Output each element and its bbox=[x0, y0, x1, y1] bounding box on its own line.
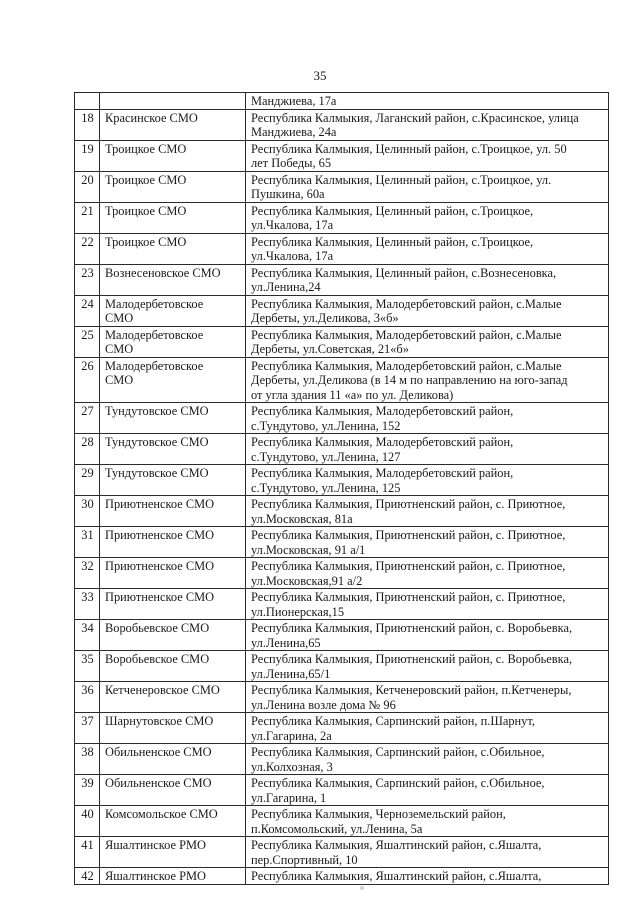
table-row bbox=[75, 558, 609, 589]
settlement-name-cell bbox=[100, 233, 246, 264]
address-line: Республика Калмыкия, Малодербетовский район, bbox=[251, 404, 514, 418]
row-number: 37 bbox=[75, 713, 100, 744]
settlement-name-line: Обильненское СМО bbox=[105, 776, 212, 790]
address-line: с.Тундутово, ул.Ленина, 152 bbox=[251, 418, 401, 433]
settlement-name-line: Комсомольское СМО bbox=[105, 807, 218, 821]
address-cell bbox=[246, 589, 609, 620]
address-line: ул.Ленина,24 bbox=[251, 280, 321, 294]
address-cell bbox=[246, 465, 609, 496]
address-cell bbox=[246, 93, 609, 110]
address-line: Республика Калмыкия, Целинный район, с.Троицкое, ул. bbox=[251, 172, 552, 187]
row-number: 21 bbox=[75, 202, 100, 233]
settlement-name-line: Красинское СМО bbox=[105, 110, 198, 125]
address-cell bbox=[246, 620, 609, 651]
table-row bbox=[75, 682, 609, 713]
address-line: Республика Калмыкия, Приютненский район, с. Воробьевка, bbox=[251, 652, 573, 666]
settlement-name-cell bbox=[100, 527, 246, 558]
settlement-name-line: СМО bbox=[105, 311, 134, 325]
settlement-name-cell bbox=[100, 837, 246, 868]
row-number: 23 bbox=[75, 264, 100, 295]
table-row bbox=[75, 465, 609, 496]
address-line: ул.Колхозная, 3 bbox=[251, 759, 333, 774]
settlement-name-cell bbox=[100, 465, 246, 496]
address-cell bbox=[246, 326, 609, 357]
address-cell bbox=[246, 713, 609, 744]
address-line: лет Победы, 65 bbox=[251, 156, 332, 170]
settlement-name-line: Троицкое СМО bbox=[105, 234, 187, 249]
settlement-name-cell bbox=[100, 434, 246, 465]
address-line: Республика Калмыкия, Малодербетовский район, с.Малые bbox=[251, 358, 562, 373]
settlement-name-line: Воробьевское СМО bbox=[105, 621, 210, 635]
address-line: Республика Калмыкия, Приютненский район, с. Приютное, bbox=[251, 559, 566, 573]
address-cell bbox=[246, 403, 609, 434]
table-row bbox=[75, 109, 609, 140]
address-table bbox=[74, 92, 609, 885]
address-line: Республика Калмыкия, Яшалтинский район, с.Яшалта, bbox=[251, 838, 542, 852]
address-line: Республика Калмыкия, Целинный район, с.Троицкое, ул. 50 bbox=[251, 141, 567, 156]
settlement-name-line: Воробьевское СМО bbox=[105, 652, 210, 666]
settlement-name-line: Приютненское СМО bbox=[105, 528, 215, 542]
table-row bbox=[75, 868, 609, 885]
address-line: Дербеты, ул.Деликова (в 14 м по направлению на юго-запад bbox=[251, 373, 568, 387]
table-row bbox=[75, 527, 609, 558]
scan-speck bbox=[360, 886, 364, 890]
address-line: Дербеты, ул.Деликова, 3«б» bbox=[251, 311, 399, 325]
settlement-name-cell bbox=[100, 202, 246, 233]
row-number: 32 bbox=[75, 558, 100, 589]
table-row bbox=[75, 140, 609, 171]
row-number: 40 bbox=[75, 806, 100, 837]
address-cell bbox=[246, 434, 609, 465]
address-line: Республика Калмыкия, Приютненский район, с. Приютное, bbox=[251, 497, 566, 511]
address-cell bbox=[246, 682, 609, 713]
settlement-name-line: Приютненское СМО bbox=[105, 590, 215, 604]
table-row bbox=[75, 233, 609, 264]
address-line: Республика Калмыкия, Целинный район, с.Вознесеновка, bbox=[251, 265, 557, 280]
address-cell bbox=[246, 264, 609, 295]
settlement-name-cell bbox=[100, 713, 246, 744]
address-line: Пушкина, 60а bbox=[251, 187, 325, 201]
address-cell bbox=[246, 868, 609, 885]
settlement-name-line: Приютненское СМО bbox=[105, 559, 215, 573]
address-line: ул.Ленина,65 bbox=[251, 635, 321, 650]
settlement-name-cell bbox=[100, 589, 246, 620]
table-row bbox=[75, 651, 609, 682]
table-row bbox=[75, 620, 609, 651]
row-number: 22 bbox=[75, 233, 100, 264]
settlement-name-line: Малодербетовское bbox=[105, 358, 204, 373]
table-row bbox=[75, 434, 609, 465]
row-number: 27 bbox=[75, 403, 100, 434]
settlement-name-cell bbox=[100, 326, 246, 357]
settlement-name-line: Тундутовское СМО bbox=[105, 404, 209, 418]
settlement-name-line: Малодербетовское bbox=[105, 296, 204, 311]
address-line: ул.Ленина,65/1 bbox=[251, 666, 331, 681]
settlement-name-line: Тундутовское СМО bbox=[105, 435, 209, 449]
address-line: ул.Пионерская,15 bbox=[251, 604, 345, 619]
address-line: Республика Калмыкия, Малодербетовский район, bbox=[251, 466, 514, 480]
settlement-name-line: Яшалтинское РМО bbox=[105, 869, 206, 883]
address-line: Республика Калмыкия, Приютненский район, с. Приютное, bbox=[251, 528, 566, 542]
row-number: 26 bbox=[75, 357, 100, 403]
address-cell bbox=[246, 558, 609, 589]
settlement-name-line: Малодербетовское bbox=[105, 327, 204, 342]
settlement-name-line: Вознесеновское СМО bbox=[105, 265, 221, 280]
address-line: Республика Калмыкия, Яшалтинский район, с.Яшалта, bbox=[251, 869, 542, 883]
settlement-name-cell bbox=[100, 651, 246, 682]
address-cell bbox=[246, 651, 609, 682]
address-cell bbox=[246, 202, 609, 233]
row-number: 20 bbox=[75, 171, 100, 202]
address-line: Республика Калмыкия, Приютненский район, с. Приютное, bbox=[251, 590, 566, 604]
address-line: Республика Калмыкия, Сарпинский район, п.Шарнут, bbox=[251, 714, 535, 728]
settlement-name-cell bbox=[100, 93, 246, 110]
address-line: ул.Гагарина, 2а bbox=[251, 728, 332, 743]
address-line: Республика Калмыкия, Целинный район, с.Троицкое, bbox=[251, 203, 534, 218]
row-number: 35 bbox=[75, 651, 100, 682]
settlement-name-line: Тундутовское СМО bbox=[105, 466, 209, 480]
address-line: ул.Чкалова, 17а bbox=[251, 249, 334, 263]
settlement-name-cell bbox=[100, 403, 246, 434]
table-row bbox=[75, 589, 609, 620]
address-table-body bbox=[75, 93, 609, 885]
address-line: ул.Московская,91 а/2 bbox=[251, 573, 363, 588]
address-cell bbox=[246, 527, 609, 558]
row-number: 41 bbox=[75, 837, 100, 868]
address-line: Республика Калмыкия, Приютненский район, с. Воробьевка, bbox=[251, 621, 573, 635]
address-line: Республика Калмыкия, Малодербетовский район, с.Малые bbox=[251, 296, 562, 311]
address-line: ул.Московская, 81а bbox=[251, 511, 353, 526]
settlement-name-line: Шарнутовское СМО bbox=[105, 714, 214, 728]
address-cell bbox=[246, 496, 609, 527]
settlement-name-cell bbox=[100, 357, 246, 403]
table-row bbox=[75, 496, 609, 527]
address-cell bbox=[246, 837, 609, 868]
row-number: 18 bbox=[75, 109, 100, 140]
row-number bbox=[75, 93, 100, 110]
address-line: Республика Калмыкия, Малодербетовский район, bbox=[251, 435, 514, 449]
row-number: 34 bbox=[75, 620, 100, 651]
settlement-name-line: Троицкое СМО bbox=[105, 203, 187, 218]
table-row bbox=[75, 357, 609, 403]
table-row bbox=[75, 171, 609, 202]
address-line: пер.Спортивный, 10 bbox=[251, 852, 358, 867]
address-line: Республика Калмыкия, Целинный район, с.Троицкое, bbox=[251, 234, 534, 249]
table-row bbox=[75, 713, 609, 744]
table-row bbox=[75, 744, 609, 775]
address-line: ул.Гагарина, 1 bbox=[251, 790, 327, 805]
page-number: 35 bbox=[313, 68, 327, 83]
settlement-name-cell bbox=[100, 295, 246, 326]
address-line: Республика Калмыкия, Черноземельский район, bbox=[251, 807, 506, 821]
settlement-name-line: СМО bbox=[105, 342, 134, 356]
settlement-name-line: Обильненское СМО bbox=[105, 745, 212, 759]
table-row bbox=[75, 837, 609, 868]
row-number: 38 bbox=[75, 744, 100, 775]
address-line: Республика Калмыкия, Сарпинский район, с.Обильное, bbox=[251, 745, 545, 759]
table-row bbox=[75, 295, 609, 326]
settlement-name-cell bbox=[100, 558, 246, 589]
settlement-name-line: Кетченеровское СМО bbox=[105, 683, 220, 697]
settlement-name-cell bbox=[100, 140, 246, 171]
row-number: 39 bbox=[75, 775, 100, 806]
address-line: Манджиева, 24а bbox=[251, 125, 337, 139]
address-line: Республика Калмыкия, Сарпинский район, с.Обильное, bbox=[251, 776, 545, 790]
row-number: 36 bbox=[75, 682, 100, 713]
address-cell bbox=[246, 140, 609, 171]
table-row bbox=[75, 93, 609, 110]
address-line: Республика Калмыкия, Лаганский район, с.Красинское, улица bbox=[251, 110, 579, 125]
address-line: Республика Калмыкия, Кетченеровский район, п.Кетченеры, bbox=[251, 683, 572, 697]
address-line: Дербеты, ул.Советская, 21«б» bbox=[251, 342, 409, 356]
table-row bbox=[75, 264, 609, 295]
settlement-name-cell bbox=[100, 744, 246, 775]
address-line: с.Тундутово, ул.Ленина, 127 bbox=[251, 449, 401, 464]
settlement-name-cell bbox=[100, 868, 246, 885]
address-cell bbox=[246, 775, 609, 806]
row-number: 19 bbox=[75, 140, 100, 171]
address-line: ул.Ленина возле дома № 96 bbox=[251, 697, 396, 712]
address-cell bbox=[246, 295, 609, 326]
address-line: с.Тундутово, ул.Ленина, 125 bbox=[251, 480, 401, 495]
table-row bbox=[75, 326, 609, 357]
table-row bbox=[75, 775, 609, 806]
row-number: 30 bbox=[75, 496, 100, 527]
table-row bbox=[75, 202, 609, 233]
row-number: 42 bbox=[75, 868, 100, 885]
row-number: 29 bbox=[75, 465, 100, 496]
row-number: 31 bbox=[75, 527, 100, 558]
address-line: Республика Калмыкия, Малодербетовский район, с.Малые bbox=[251, 327, 562, 342]
row-number: 25 bbox=[75, 326, 100, 357]
settlement-name-cell bbox=[100, 496, 246, 527]
settlement-name-cell bbox=[100, 264, 246, 295]
settlement-name-cell bbox=[100, 806, 246, 837]
address-cell bbox=[246, 171, 609, 202]
settlement-name-line: Яшалтинское РМО bbox=[105, 838, 206, 852]
settlement-name-line: СМО bbox=[105, 373, 134, 387]
settlement-name-line: Троицкое СМО bbox=[105, 141, 187, 156]
table-row bbox=[75, 403, 609, 434]
settlement-name-cell bbox=[100, 682, 246, 713]
address-line: от угла здания 11 «а» по ул. Деликова) bbox=[251, 387, 454, 402]
settlement-name-cell bbox=[100, 620, 246, 651]
row-number: 33 bbox=[75, 589, 100, 620]
row-number: 28 bbox=[75, 434, 100, 465]
settlement-name-line: Троицкое СМО bbox=[105, 172, 187, 187]
address-cell bbox=[246, 357, 609, 403]
address-cell bbox=[246, 744, 609, 775]
settlement-name-cell bbox=[100, 109, 246, 140]
table-row bbox=[75, 806, 609, 837]
address-cell bbox=[246, 109, 609, 140]
address-line: ул.Чкалова, 17а bbox=[251, 218, 334, 232]
address-line: п.Комсомольский, ул.Ленина, 5а bbox=[251, 821, 423, 836]
address-line: ул.Московская, 91 а/1 bbox=[251, 542, 366, 557]
address-cell bbox=[246, 806, 609, 837]
settlement-name-cell bbox=[100, 775, 246, 806]
address-line: Манджиева, 17а bbox=[251, 94, 337, 108]
settlement-name-line: Приютненское СМО bbox=[105, 497, 215, 511]
address-cell bbox=[246, 233, 609, 264]
row-number: 24 bbox=[75, 295, 100, 326]
settlement-name-cell bbox=[100, 171, 246, 202]
